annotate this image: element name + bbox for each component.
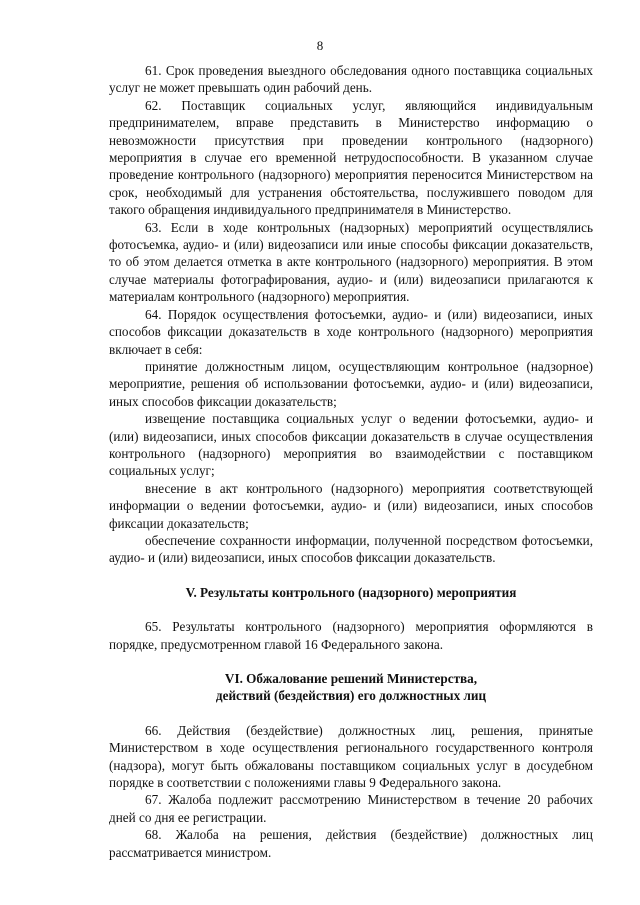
paragraph-67: 67. Жалоба подлежит рассмотрению Министерством в течение 20 рабочих дней со дня ее регистрации. [109, 792, 593, 825]
paragraph-66: 66. Действия (бездействие) должностных лиц, решения, принятые Министерством в ходе осуществления регионального государственного контроля (надзора), могут быть обжалованы поставщиком социальных услуг в досудебном порядке в соответствии с положениями главы 9 Федерального закона. [109, 722, 593, 791]
document-body [109, 62, 593, 861]
list-item-act-entry: внесение в акт контрольного (надзорного) мероприятия соответствующей информации о ведении фотосъемки, аудио- и (или) видеозаписи, иных способов фиксации доказательств; [109, 480, 593, 531]
section-6-heading [109, 670, 593, 705]
page-number: 8 [316, 38, 324, 53]
list-item-storage: обеспечение сохранности информации, полученной посредством фотосъемки, аудио- и (или) видеозаписи, иных способов фиксации доказательств. [109, 532, 593, 566]
paragraph-64: 64. Порядок осуществления фотосъемки, аудио- и (или) видеозаписи, иных способов фиксации доказательств в ходе контрольного (надзорного) мероприятия включает в себя: [109, 306, 593, 357]
paragraph-68: 68. Жалоба на решения, действия (бездействие) должностных лиц рассматривается министром. [109, 827, 593, 860]
list-item-decision: принятие должностным лицом, осуществляющим контрольное (надзорное) мероприятие, решения об использовании фотосъемки, аудио- и (или) видеозаписи, иных способов фиксации доказательств; [109, 358, 593, 409]
section-5-heading: V. Результаты контрольного (надзорного) мероприятия [185, 584, 517, 600]
paragraph-62: 62. Поставщик социальных услуг, являющийся индивидуальным предпринимателем, вправе представить в Министерство информацию о невозможности присутствия при проведении контрольного (надзорного) мероприятия в случае его временной нетрудоспособности. В указанном случае проведение контрольного (надзорного) мероприятия переносится Министерством на срок, необходимый для устранения обстоятельства, послужившего поводом для такого обращения индивидуального предпринимателя в Министерство. [109, 97, 593, 218]
section-6-heading-line1: VI. Обжалование решений Министерства, [224, 671, 478, 686]
paragraph-63: 63. Если в ходе контрольных (надзорных) мероприятий осуществлялись фотосъемка, аудио- и (или) видеозаписи или иные способы фиксации доказательств, то об этом делается отметка в акте контрольного (надзорного) мероприятия. В этом случае материалы фотографирования, аудио- и (или) видеозаписи прилагаются к материалам контрольного (надзорного) мероприятия. [109, 219, 593, 305]
list-item-notification: извещение поставщика социальных услуг о ведении фотосъемки, аудио- и (или) видеозаписи, иных способов фиксации доказательств в случае осуществления контрольного (надзорного) мероприятия во взаимодействии с поставщиком социальных услуг; [109, 411, 593, 479]
section-6-heading-line2: действий (бездействия) его должностных лиц [215, 688, 487, 704]
paragraph-61: 61. Срок проведения выездного обследования одного поставщика социальных услуг не может превышать один рабочий день. [109, 63, 593, 96]
paragraph-65: 65. Результаты контрольного (надзорного) мероприятия оформляются в порядке, предусмотренном главой 16 Федерального закона. [109, 619, 593, 652]
